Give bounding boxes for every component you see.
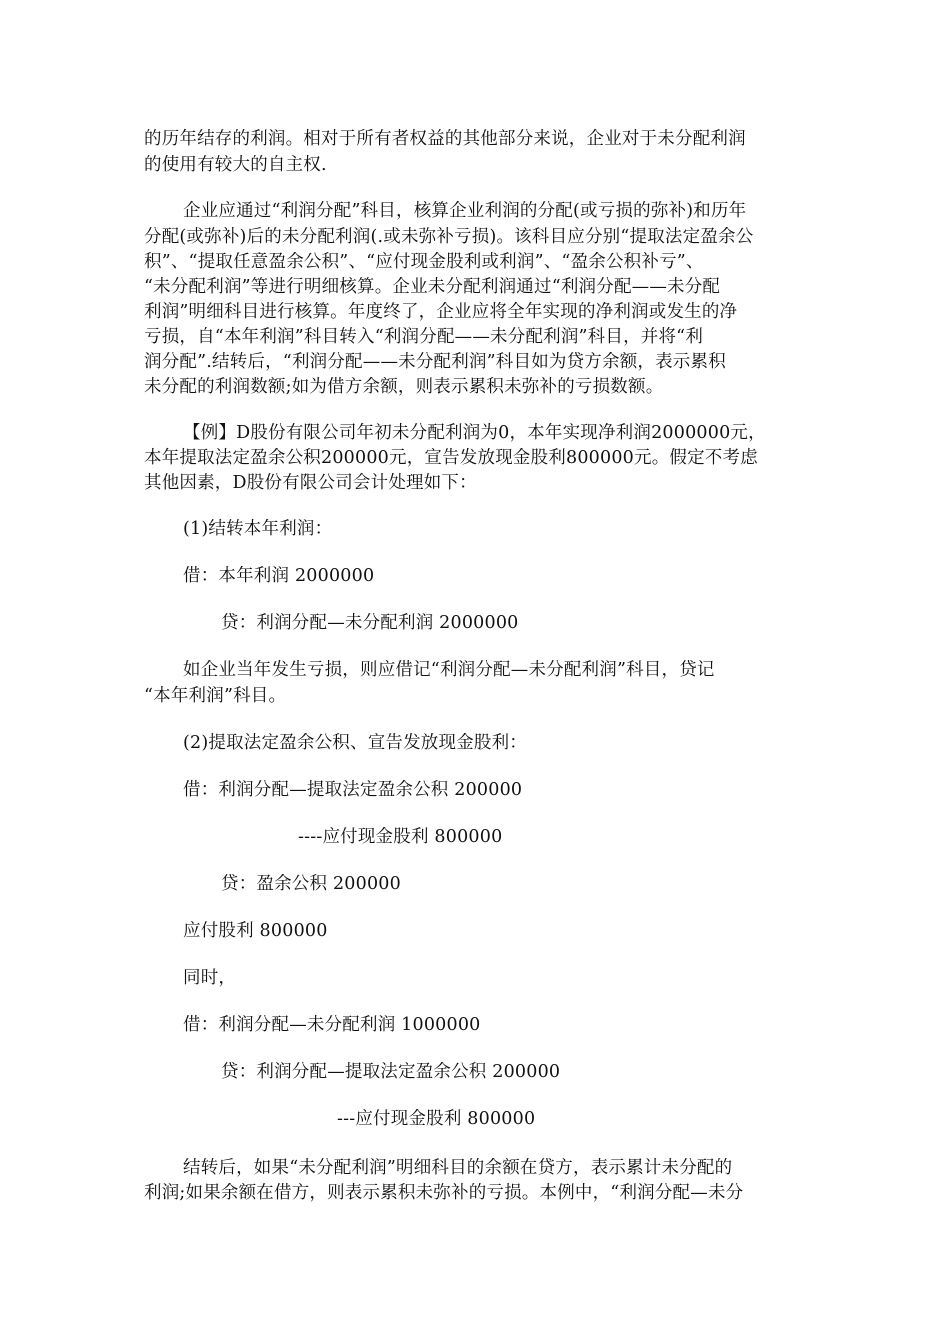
- paragraph-line: 的使用有较大的自主权.: [144, 155, 327, 175]
- paragraph-line: 分配(或弥补)后的未分配利润(.或未弥补亏损)。该科目应分别“提取法定盈余公: [144, 227, 754, 247]
- paragraph-line: (1)结转本年利润：: [183, 519, 333, 539]
- paragraph-line: 其他因素，D股份有限公司会计处理如下：: [144, 473, 477, 493]
- paragraph-line: 积”、“提取任意盈余公积”、“应付现金股利或利润”、“盈余公积补亏”、: [144, 252, 704, 272]
- journal-credit-subline: 应付股利 800000: [183, 921, 328, 941]
- journal-debit-line: 借：利润分配—提取法定盈余公积 200000: [183, 780, 523, 800]
- paragraph-line: 的历年结存的利润。相对于所有者权益的其他部分来说，企业对于未分配利润: [144, 129, 746, 149]
- paragraph-line: 结转后，如果“未分配利润”明细科目的余额在贷方，表示累计未分配的: [183, 1158, 733, 1178]
- journal-debit-subline: ----应付现金股利 800000: [298, 827, 503, 847]
- paragraph-line: 同时，: [183, 968, 237, 988]
- paragraph-line: 本年提取法定盈余公积200000元，宣告发放现金股利800000元。假定不考虑: [144, 448, 758, 468]
- paragraph-line: 如企业当年发生亏损，则应借记“利润分配—未分配利润”科目，贷记: [183, 660, 715, 680]
- paragraph-line: 利润”明细科目进行核算。年度终了，企业应将全年实现的净利润或发生的净: [144, 302, 738, 322]
- paragraph-line: 未分配的利润数额;如为借方余额，则表示累积未弥补的亏损数额。: [144, 377, 664, 397]
- journal-credit-subline: ---应付现金股利 800000: [337, 1109, 536, 1129]
- journal-debit-line: 借：利润分配—未分配利润 1000000: [183, 1015, 481, 1035]
- journal-debit-line: 借：本年利润 2000000: [183, 566, 375, 586]
- paragraph-line: 【例】D股份有限公司年初未分配利润为0，本年实现净利润2000000元，: [183, 423, 766, 443]
- paragraph-line: “未分配利润”等进行明细核算。企业未分配利润通过“利润分配——未分配: [144, 277, 721, 297]
- paragraph-line: 亏损，自“本年利润”科目转入“利润分配——未分配利润”科目，并将“利: [144, 327, 704, 347]
- paragraph-line: “本年利润”科目。: [144, 686, 287, 706]
- journal-credit-line: 贷：利润分配—未分配利润 2000000: [221, 613, 519, 633]
- paragraph-line: 企业应通过“利润分配”科目，核算企业利润的分配(或亏损的弥补)和历年: [183, 201, 747, 221]
- journal-credit-line: 贷：利润分配—提取法定盈余公积 200000: [221, 1062, 561, 1082]
- journal-credit-line: 贷：盈余公积 200000: [221, 874, 401, 894]
- paragraph-line: 润分配”.结转后，“利润分配——未分配利润”科目如为贷方余额，表示累积: [144, 352, 726, 372]
- paragraph-line: 利润;如果余额在借方，则表示累积未弥补的亏损。本例中，“利润分配—未分: [144, 1183, 744, 1203]
- paragraph-line: (2)提取法定盈余公积、宣告发放现金股利：: [183, 733, 527, 753]
